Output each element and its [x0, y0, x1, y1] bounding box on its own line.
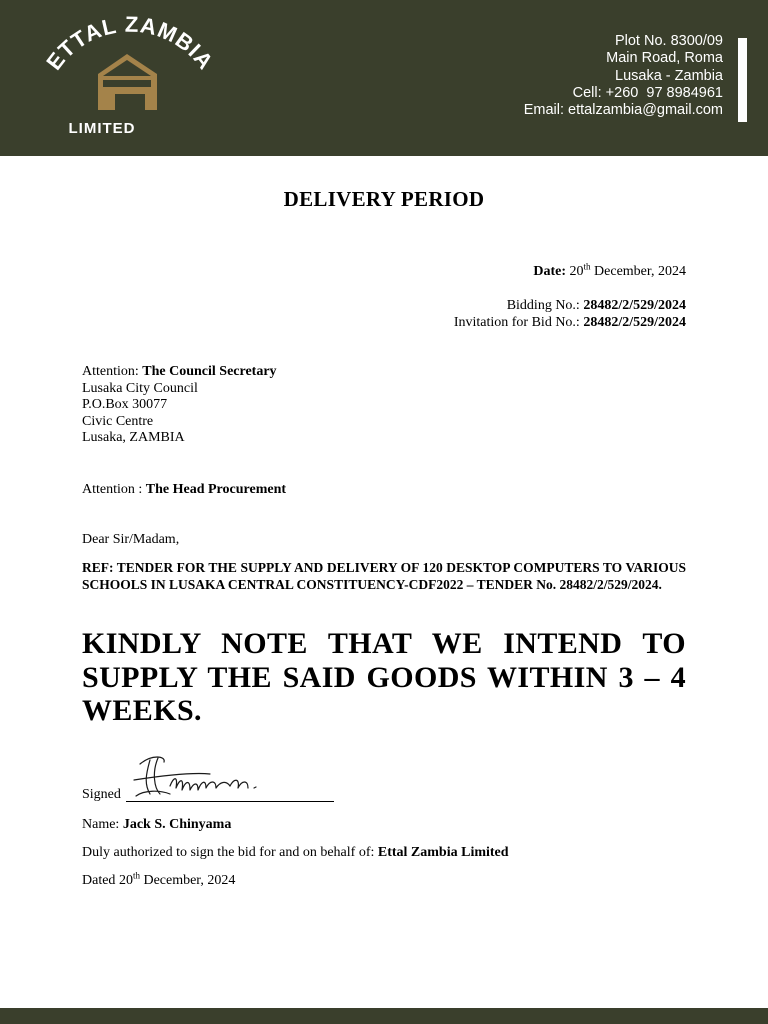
contact-address-line3: Lusaka - Zambia: [615, 67, 723, 84]
invitation-value: 28482/2/529/2024: [583, 315, 686, 330]
bid-numbers: [454, 297, 686, 331]
second-attention-line: [82, 482, 286, 499]
logo-arc-text: ETTAL ZAMBIA: [41, 14, 219, 75]
letterhead-band: [0, 0, 768, 156]
contact-phone: Cell: +260 97 8984961: [572, 84, 723, 101]
signature-line: [126, 801, 334, 802]
dated-day: 20: [118, 873, 133, 888]
logo-subtitle: LIMITED: [68, 120, 136, 137]
address-line: P.O.Box 30077: [82, 397, 168, 413]
date-line: [533, 263, 686, 280]
salutation: Dear Sir/Madam,: [82, 532, 180, 547]
dated-line: [82, 870, 236, 890]
contact-info: [524, 33, 723, 119]
recipient-address: [82, 364, 277, 447]
invitation-number-line: [454, 314, 686, 331]
attention2-label: Attention :: [82, 482, 146, 497]
date-label: Date:: [533, 264, 567, 279]
name-value: Jack S. Chinyama: [122, 817, 232, 832]
reference-line: REF: TENDER FOR THE SUPPLY AND DELIVERY OF 120 DESKTOP COMPUTERS TO VARIOUS SCHOOLS IN LUSAKA CENTRAL CONSTITUENCY-CDF2022 – TENDER No. 28482/2/529/2024.: [82, 560, 686, 592]
dated-rest: December, 2024: [139, 873, 236, 888]
address-line: Civic Centre: [82, 413, 154, 429]
document-title: DELIVERY PERIOD: [283, 187, 485, 211]
attention-label: Attention:: [82, 364, 143, 379]
footer-band: [0, 1008, 768, 1024]
authorized-company: Ettal Zambia Limited: [377, 845, 509, 860]
authorization-line: [82, 845, 509, 862]
delivery-notice: KINDLY NOTE THAT WE INTEND TO SUPPLY THE SAID GOODS WITHIN 3 – 4 WEEKS.: [82, 627, 686, 727]
dated-suffix: th: [132, 870, 140, 881]
handwritten-signature: [130, 750, 290, 802]
authorized-label: Duly authorized to sign the bid for and on behalf of:: [82, 845, 378, 860]
attention-line: [82, 364, 277, 381]
attention-name: The Council Secretary: [142, 364, 277, 379]
contact-address-line2: Main Road, Roma: [606, 50, 723, 67]
date-suffix: th: [583, 261, 591, 272]
signed-label: Signed: [82, 787, 121, 802]
date-day: 20: [569, 264, 584, 279]
signer-name-line: [82, 817, 231, 834]
date-rest: December, 2024: [590, 264, 686, 279]
dated-label: Dated: [82, 873, 119, 888]
attention2-name: The Head Procurement: [145, 482, 287, 497]
contact-email: Email: ettalzambia@gmail.com: [523, 102, 723, 119]
bidding-label: Bidding No.:: [506, 298, 584, 313]
contact-divider: [738, 38, 747, 122]
name-label: Name:: [82, 817, 123, 832]
invitation-label: Invitation for Bid No.:: [453, 315, 584, 330]
address-line: Lusaka City Council: [82, 380, 198, 396]
bidding-number-line: [454, 297, 686, 314]
contact-address-line1: Plot No. 8300/09: [614, 33, 723, 49]
house-a-logo-icon: [98, 54, 157, 110]
bidding-value: 28482/2/529/2024: [583, 298, 686, 313]
address-line: Lusaka, ZAMBIA: [82, 430, 185, 446]
